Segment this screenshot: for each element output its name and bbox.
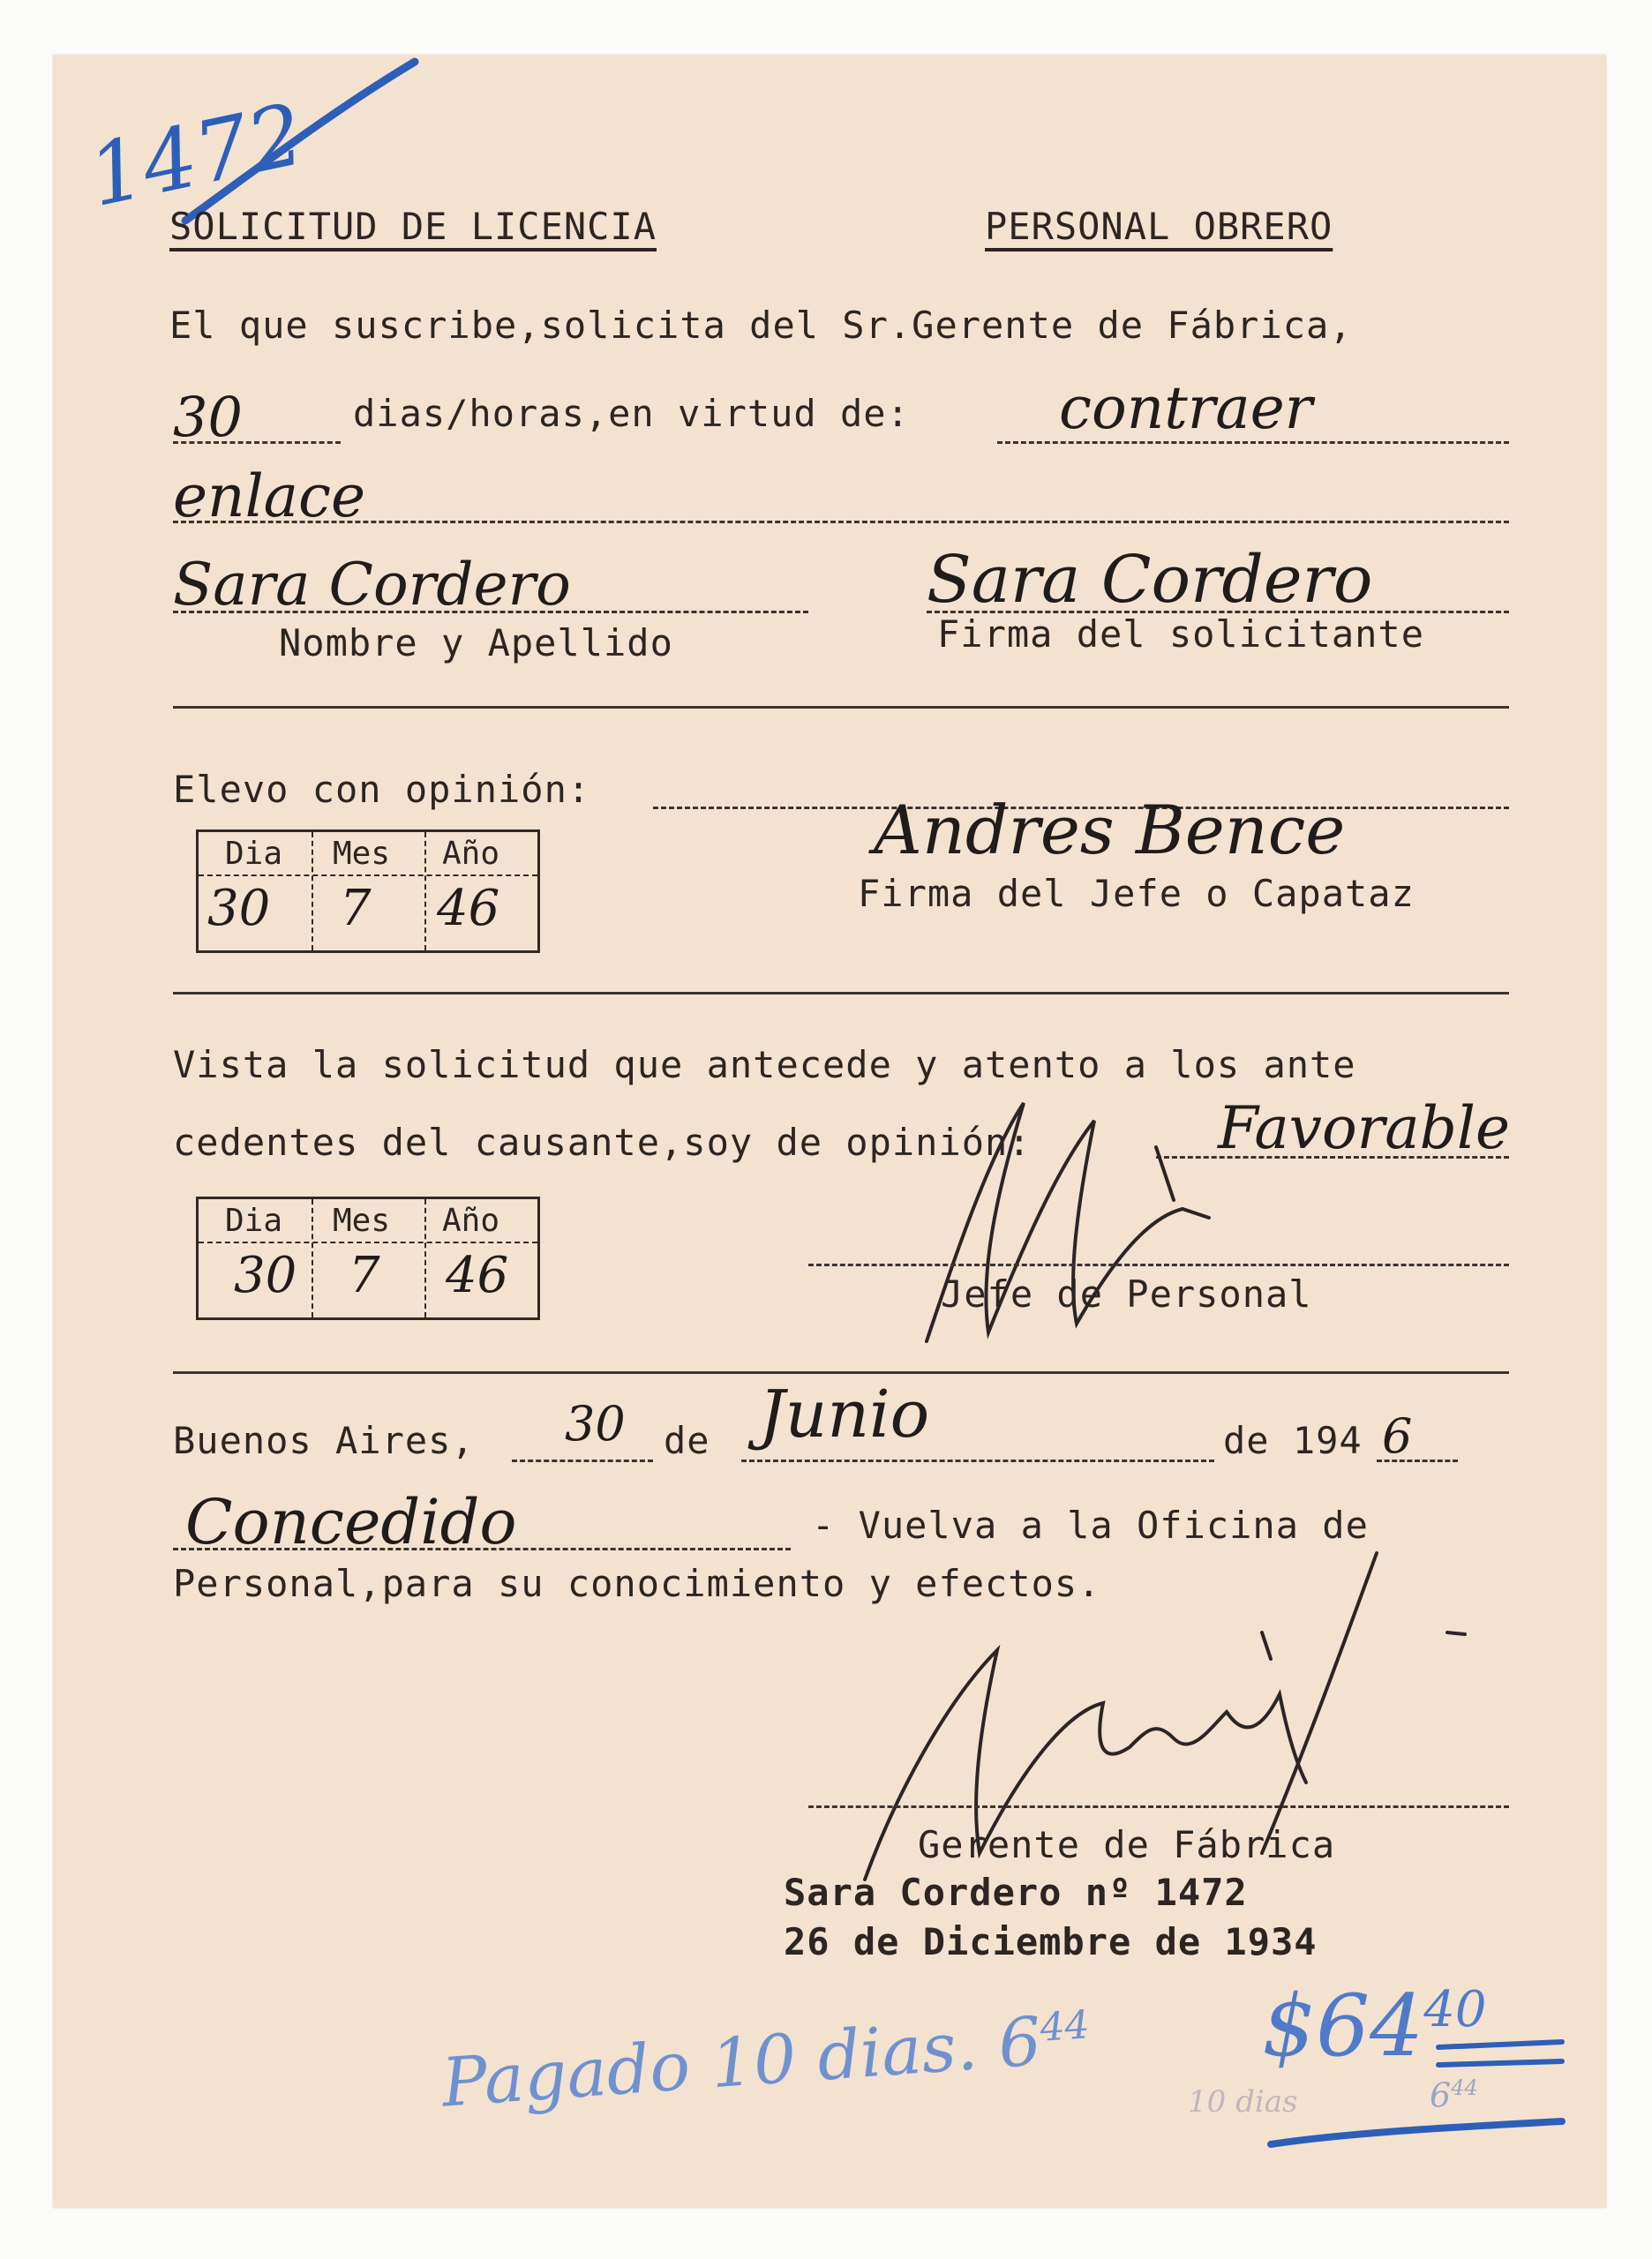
- date-value-year: 46: [437, 880, 500, 937]
- decision-value: Concedido: [185, 1486, 517, 1558]
- date-year-digit: 6: [1382, 1408, 1413, 1464]
- manager-text-line2: Personal,para su conocimiento y efectos.: [173, 1562, 1101, 1605]
- date-year-line: [1377, 1460, 1458, 1462]
- stamp-line1: Sara Cordero nº 1472: [784, 1871, 1248, 1914]
- days-label: dias/horas,en virtud de:: [353, 392, 910, 435]
- applicant-name-line: [173, 611, 808, 613]
- sub-note-right: $6^{44}$: [1430, 2075, 1478, 2115]
- section-divider-2: [173, 992, 1509, 994]
- paid-note: Pagado 10 dias. $6^{44}$: [439, 2001, 1092, 2122]
- manager-text-line1: - Vuelva a la Oficina de: [812, 1504, 1369, 1547]
- file-number-note: 1472: [80, 84, 312, 227]
- amount-note: $\$64^{40}$: [1262, 1977, 1487, 2075]
- date-value-day: 30: [207, 880, 271, 937]
- date-header-year: Año: [442, 1203, 500, 1239]
- name-label: Nombre y Apellido: [279, 621, 673, 664]
- reason-line-1: [997, 441, 1509, 444]
- form-category: PERSONAL OBRERO: [985, 205, 1333, 248]
- reason-line1: contraer: [1059, 374, 1313, 442]
- date-value-month: 7: [340, 880, 372, 937]
- intro-text: El que suscribe,solicita del Sr.Gerente de Fábrica,: [169, 304, 1353, 347]
- date-day-line: [512, 1460, 653, 1462]
- applicant-signature: Sara Cordero: [927, 542, 1373, 618]
- city-label: Buenos Aires,: [173, 1419, 475, 1462]
- blue-slash-mark: [176, 53, 424, 229]
- decision-line: [173, 1548, 791, 1550]
- date-value-year: 46: [446, 1247, 509, 1304]
- days-value: 30: [173, 385, 243, 449]
- date-month-value: Junio: [759, 1377, 930, 1452]
- reason-line2: enlace: [173, 462, 366, 530]
- form-title: SOLICITUD DE LICENCIA: [169, 205, 657, 248]
- sub-note-left: 10 dias: [1188, 2084, 1298, 2120]
- manager-signature-label: Gerente de Fábrica: [918, 1823, 1336, 1866]
- date-value-month: 7: [349, 1247, 380, 1304]
- days-line: [173, 441, 341, 444]
- opinion-label: Elevo con opinión:: [173, 768, 591, 811]
- applicant-name: Sara Cordero: [173, 551, 571, 619]
- date-month-line: [741, 1460, 1214, 1462]
- stamp-line2: 26 de Diciembre de 1934: [784, 1920, 1318, 1963]
- personnel-opinion-value: Favorable: [1218, 1094, 1510, 1162]
- date-header-month: Mes: [333, 1203, 391, 1239]
- foreman-date-box: [196, 829, 540, 953]
- date-header-day: Dia: [225, 836, 283, 872]
- manager-signature-line: [808, 1805, 1509, 1808]
- personnel-text-line2: cedentes del causante,soy de opinión:: [173, 1121, 1032, 1164]
- section-divider-3: [173, 1371, 1509, 1374]
- personnel-text-line1: Vista la solicitud que antecede y atento a los ante: [173, 1043, 1356, 1086]
- amount-underline-marks: [1430, 2030, 1571, 2153]
- reason-line-2: [173, 521, 1509, 523]
- date-year-label: de 194: [1223, 1419, 1363, 1462]
- personnel-signature-line: [808, 1264, 1509, 1266]
- date-de-label: de: [664, 1419, 710, 1462]
- personnel-date-box: [196, 1197, 540, 1320]
- foreman-signature-label: Firma del Jefe o Capataz: [858, 872, 1415, 915]
- section-divider-1: [173, 706, 1509, 709]
- date-header-day: Dia: [225, 1203, 283, 1239]
- personnel-signature-label: Jefe de Personal: [941, 1272, 1312, 1316]
- foreman-signature: Andres Bence: [874, 791, 1346, 869]
- date-header-year: Año: [442, 836, 500, 872]
- signature-label: Firma del solicitante: [937, 612, 1425, 656]
- date-day-value: 30: [565, 1396, 626, 1452]
- date-header-month: Mes: [333, 836, 391, 872]
- date-value-day: 30: [234, 1247, 297, 1304]
